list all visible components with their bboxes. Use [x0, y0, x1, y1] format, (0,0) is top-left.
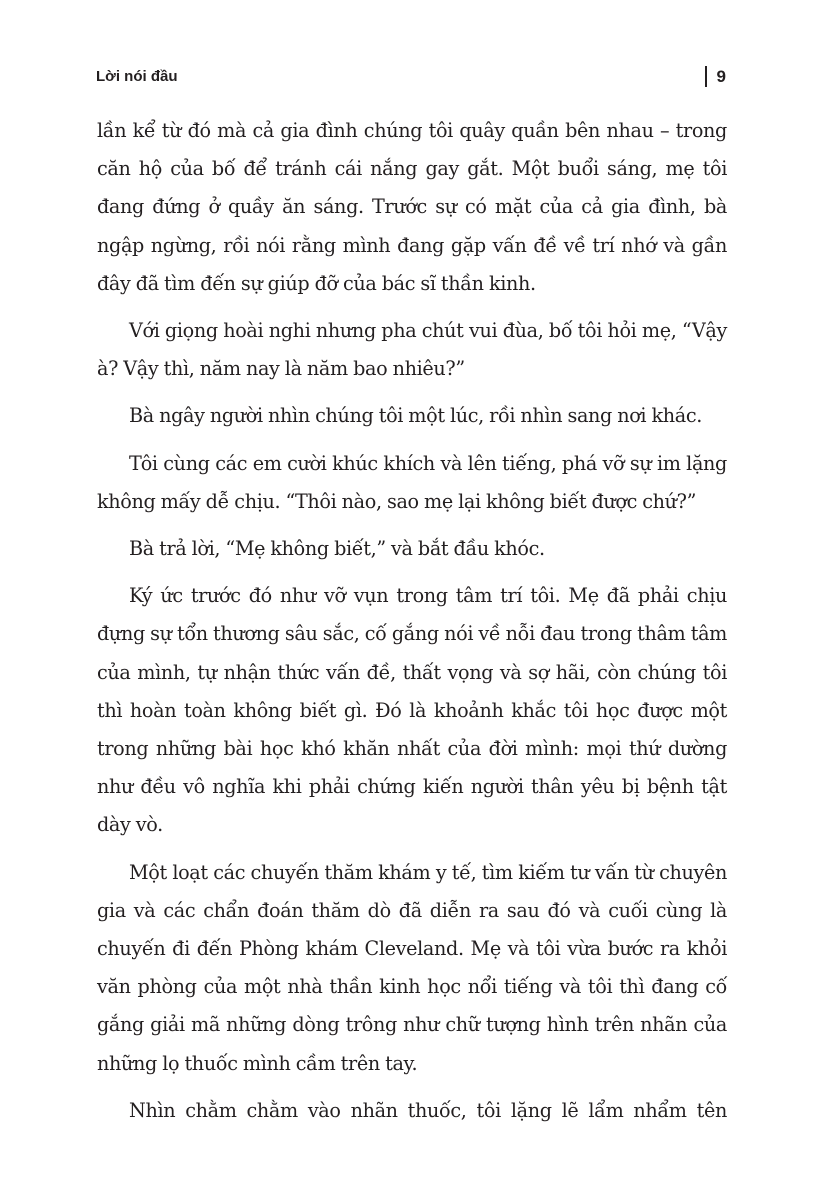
- header-divider-bar: [705, 66, 707, 87]
- page-number: 9: [716, 66, 726, 86]
- page-number-block: [705, 66, 726, 87]
- paragraph: Bà ngây người nhìn chúng tôi một lúc, rồi nhìn sang nơi khác.: [129, 404, 702, 428]
- body-text: [97, 112, 727, 1139]
- running-header: [96, 66, 728, 88]
- paragraph-continued: lần kể từ đó mà cả gia đình chúng tôi quây quần bên nhau – trong căn hộ của bố để tránh cái nắng gay gắt. Một buổi sáng, mẹ tôi đang đứng ở quầy ăn sáng. Trước sự có mặt của cả gia đình, bà ngập ngừng, rồi nói rằng mình đang gặp vấn đề về trí nhớ và gần đây đã tìm đến sự giúp đỡ của bác sĩ thần kinh.: [97, 119, 727, 295]
- paragraph: Một loạt các chuyến thăm khám y tế, tìm kiếm tư vấn từ chuyên gia và các chẩn đoán thăm dò đã diễn ra sau đó và cuối cùng là chuyến đi đến Phòng khám Cleveland. Mẹ và tôi vừa bước ra khỏi văn phòng của một nhà thần kinh học nổi tiếng và tôi thì đang cố gắng giải mã những dòng trông như chữ tượng hình trên nhãn của những lọ thuốc mình cầm trên tay.: [97, 860, 727, 1075]
- chapter-title: Lời nói đầu: [96, 68, 178, 85]
- paragraph-continues-next-page: Nhìn chằm chằm vào nhãn thuốc, tôi lặng lẽ lẩm nhẩm tên: [129, 1098, 727, 1122]
- paragraph: Với giọng hoài nghi nhưng pha chút vui đùa, bố tôi hỏi mẹ, “Vậy à? Vậy thì, năm nay là năm bao nhiêu?”: [97, 319, 727, 381]
- paragraph: Tôi cùng các em cười khúc khích và lên tiếng, phá vỡ sự im lặng không mấy dễ chịu. “Thôi nào, sao mẹ lại không biết được chứ?”: [97, 451, 727, 513]
- paragraph: Bà trả lời, “Mẹ không biết,” và bắt đầu khóc.: [129, 537, 545, 561]
- paragraph: Ký ức trước đó như vỡ vụn trong tâm trí tôi. Mẹ đã phải chịu đựng sự tổn thương sâu sắc, cố gắng nói về nỗi đau trong thâm tâm của mình, tự nhận thức vấn đề, thất vọng và sợ hãi, còn chúng tôi thì hoàn toàn không biết gì. Đó là khoảnh khắc tôi học được một trong những bài học khó khăn nhất của đời mình: mọi thứ dường như đều vô nghĩa khi phải chứng kiến người thân yêu bị bệnh tật dày vò.: [97, 584, 727, 837]
